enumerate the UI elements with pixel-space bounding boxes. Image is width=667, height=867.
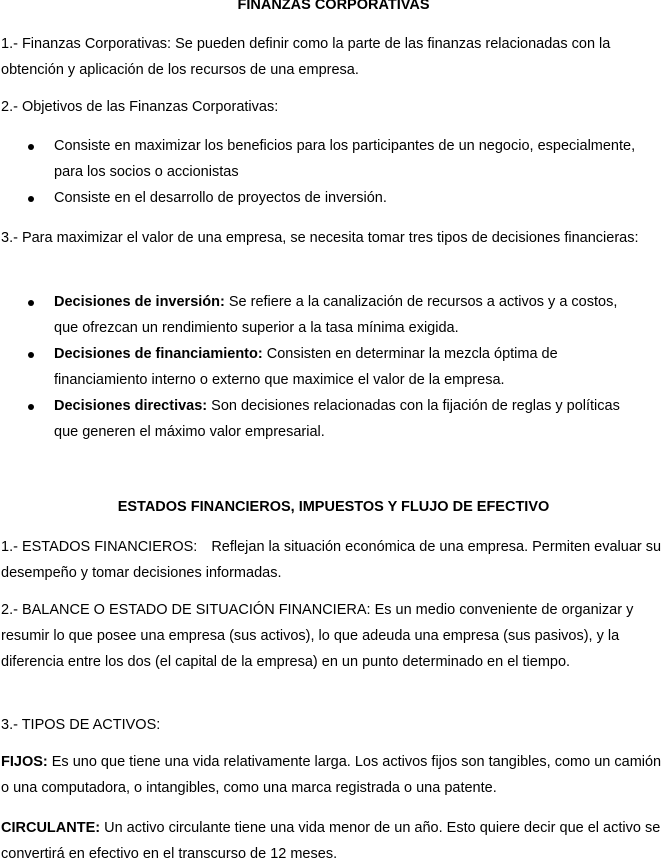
- list-item: [0, 133, 664, 185]
- text-circulante: Un activo circulante tiene una vida menor de un año. Esto quiere decir que el activo se convertirá en efectivo en el transcurso de 12 meses.: [1, 820, 661, 862]
- paragraph-circulante: [1, 815, 665, 867]
- bullet-icon: [28, 404, 34, 410]
- paragraph-decisiones: 3.- Para maximizar el valor de una empresa, se necesita tomar tres tipos de decisiones financieras:: [1, 230, 639, 246]
- paragraph-tipos-activos: 3.- TIPOS DE ACTIVOS:: [1, 717, 161, 733]
- decision-text: Son decisiones relacionadas con la fijación de reglas y políticas que generen el máximo valor empresarial.: [54, 398, 620, 440]
- list-item: [0, 341, 664, 393]
- objective-text: Consiste en maximizar los beneficios para los participantes de un negocio, especialmente, para los socios o accionistas: [54, 138, 636, 180]
- paragraph-objetivos: 2.- Objetivos de las Finanzas Corporativas:: [1, 99, 279, 115]
- bullet-icon: [28, 196, 34, 202]
- list-item: [0, 185, 664, 211]
- paragraph-balance: 2.- BALANCE O ESTADO DE SITUACIÓN FINANCIERA: Es un medio conveniente de organizar y resumir lo que posee una empresa (sus activos), lo que adeuda una empresa (sus pasivos), y la diferencia entre los dos (el capital de la empresa) en un punto determinado en el tiempo.: [1, 602, 634, 670]
- paragraph-estados-financieros: [1, 534, 665, 586]
- label-estados: 1.- ESTADOS FINANCIEROS:: [1, 539, 198, 555]
- section-title-estados: ESTADOS FINANCIEROS, IMPUESTOS Y FLUJO DE EFECTIVO: [117, 499, 550, 515]
- list-item: [0, 289, 664, 341]
- bullet-icon: [28, 300, 34, 306]
- section-title-finanzas: FINANZAS CORPORATIVAS: [237, 0, 430, 13]
- decision-term: Decisiones directivas:: [54, 398, 208, 414]
- paragraph-fijos: [1, 749, 665, 801]
- list-item: [0, 393, 664, 445]
- decisions-list: [0, 289, 664, 445]
- text-estados: Reflejan la situación económica de una empresa. Permiten evaluar su desempeño y tomar decisiones informadas.: [1, 539, 662, 581]
- decision-text: Se refiere a la canalización de recursos a activos y a costos, que ofrezcan un rendimiento superior a la tasa mínima exigida.: [54, 294, 618, 336]
- term-circulante: CIRCULANTE:: [1, 820, 101, 836]
- decision-term: Decisiones de inversión:: [54, 294, 225, 310]
- text-fijos: Es uno que tiene una vida relativamente larga. Los activos fijos son tangibles, como un camión o una computadora, o intangibles, como una marca registrada o una patente.: [1, 754, 662, 796]
- bullet-icon: [28, 352, 34, 358]
- decision-term: Decisiones de financiamiento:: [54, 346, 263, 362]
- objectives-list: [0, 133, 664, 211]
- term-fijos: FIJOS:: [1, 754, 48, 770]
- bullet-icon: [28, 144, 34, 150]
- objective-text: Consiste en el desarrollo de proyectos de inversión.: [54, 190, 387, 206]
- decision-text: Consisten en determinar la mezcla óptima de financiamiento interno o externo que maximice el valor de la empresa.: [54, 346, 558, 388]
- paragraph-definicion: 1.- Finanzas Corporativas: Se pueden definir como la parte de las finanzas relacionadas con la obtención y aplicación de los recursos de una empresa.: [1, 36, 611, 78]
